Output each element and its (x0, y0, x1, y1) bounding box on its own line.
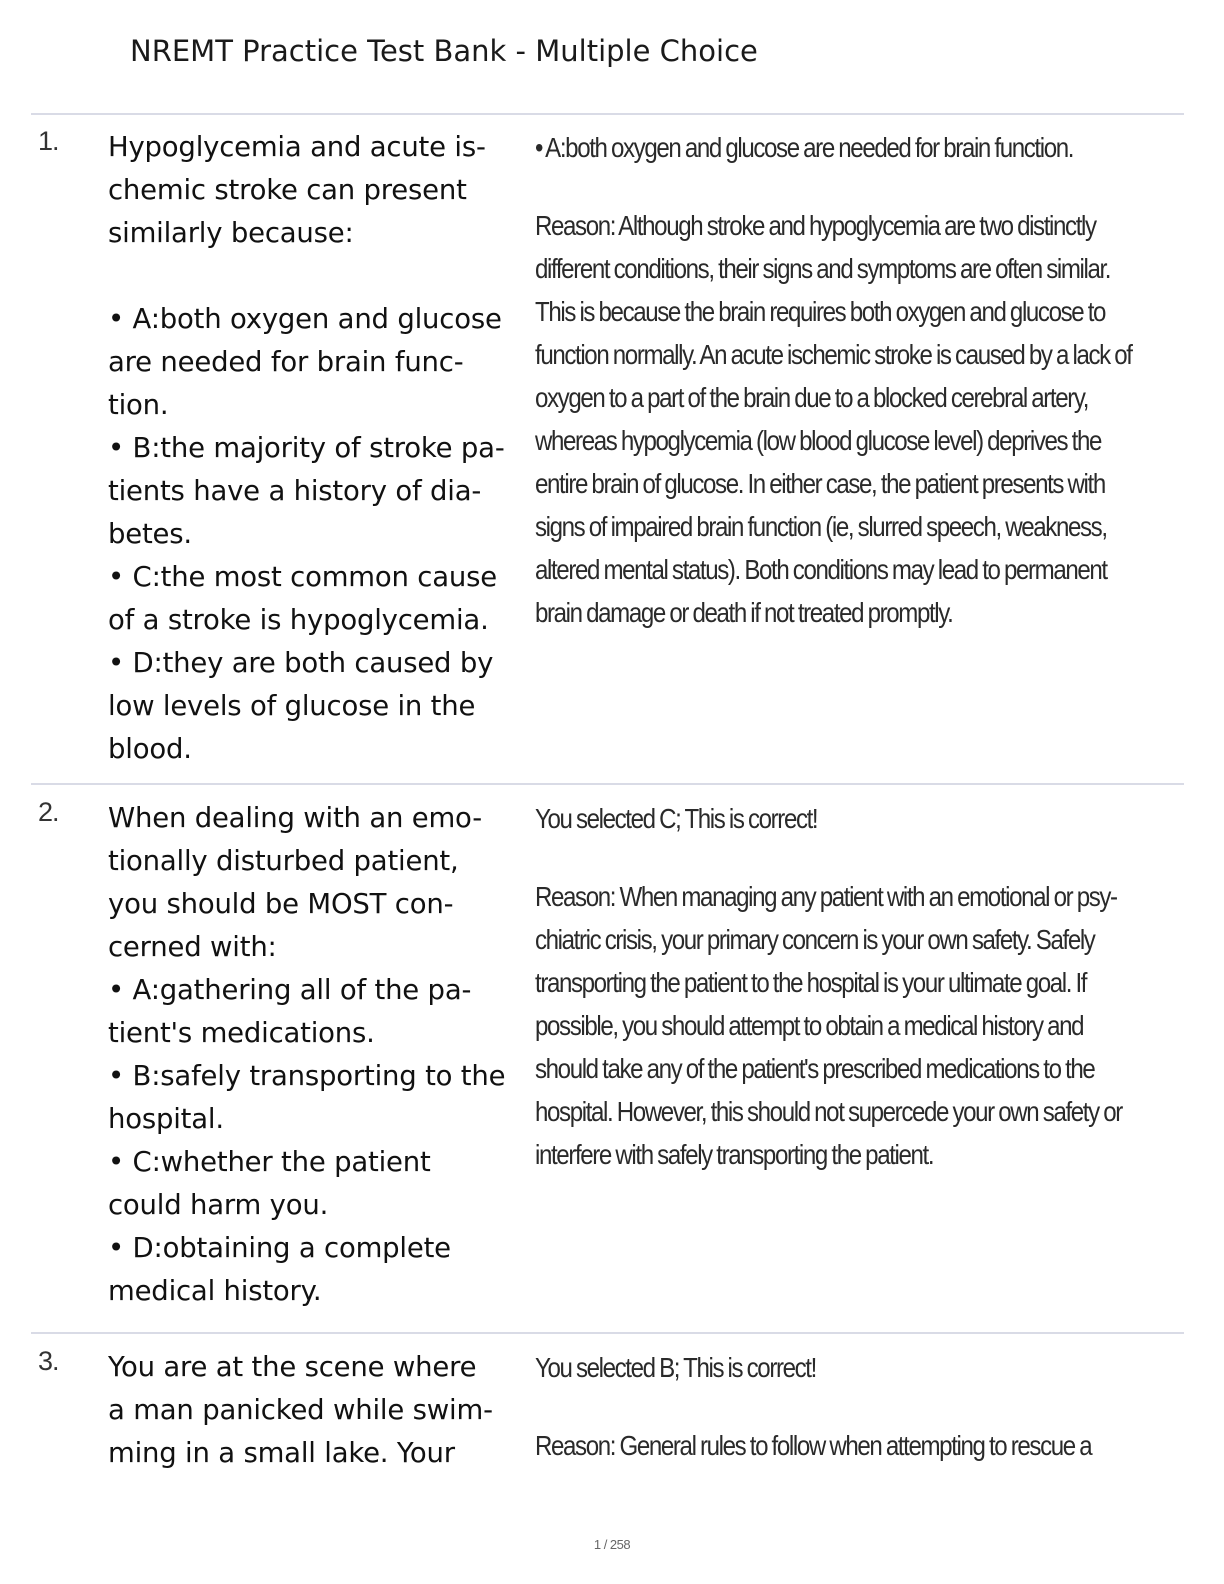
option-c-cont: of a stroke is hypoglycemia. (108, 604, 489, 636)
reason-line: chiatric crisis, your primary concern is your own safety. Safely (535, 924, 1095, 955)
option-b: • B:safely transporting to the (108, 1060, 506, 1092)
reason-line: signs of impaired brain function (ie, slurred speech, weakness, (535, 511, 1107, 542)
answer-line: You selected C; This is correct! (535, 803, 818, 834)
reason-line: brain damage or death if not treated promptly. (535, 597, 953, 628)
option-b-cont: betes. (108, 518, 192, 550)
option-d-cont: blood. (108, 733, 192, 765)
reason-line: altered mental status). Both conditions may lead to permanent (535, 554, 1107, 585)
option-b-cont: hospital. (108, 1103, 224, 1135)
reason-line: entire brain of glucose. In either case, the patient presents with (535, 468, 1105, 499)
option-a-cont: tion. (108, 389, 169, 421)
reason-line: oxygen to a part of the brain due to a blocked cerebral artery, (535, 382, 1089, 413)
reason-line: function normally. An acute ischemic stroke is caused by a lack of (535, 339, 1132, 370)
option-d-cont: medical history. (108, 1275, 322, 1307)
answer-explanation (535, 126, 1132, 634)
answer-line: • A:both oxygen and glucose are needed for brain function. (535, 132, 1074, 163)
option-b-cont: tients have a history of dia- (108, 475, 482, 507)
question-number: 3. (38, 1346, 59, 1376)
stem-line: ming in a small lake. Your (108, 1437, 455, 1469)
option-c: • C:the most common cause (108, 561, 497, 593)
reason-line: hospital. However, this should not supercede your own safety or (535, 1096, 1122, 1127)
question-number: 1. (38, 126, 59, 156)
reason-line: Reason: When managing any patient with an emotional or psy- (535, 881, 1117, 912)
reason-line: possible, you should attempt to obtain a medical history and (535, 1010, 1084, 1041)
question-number: 2. (38, 797, 59, 827)
answer-explanation (535, 797, 1122, 1176)
reason-line: transporting the patient to the hospital is your ultimate goal. If (535, 967, 1087, 998)
option-d: • D:obtaining a complete (108, 1232, 451, 1264)
question-stem (108, 1346, 528, 1475)
reason-line: whereas hypoglycemia (low blood glucose level) deprives the (535, 425, 1101, 456)
answer-explanation (535, 1346, 1092, 1467)
reason-line: This is because the brain requires both oxygen and glucose to (535, 296, 1106, 327)
divider (31, 113, 1184, 115)
page-indicator: 1 / 258 (593, 1537, 631, 1552)
question-stem (108, 126, 528, 771)
stem-line: When dealing with an emo- (108, 802, 482, 834)
reason-line: Reason: General rules to follow when attempting to rescue a (535, 1430, 1092, 1461)
stem-line: a man panicked while swim- (108, 1394, 493, 1426)
option-a-cont: are needed for brain func- (108, 346, 464, 378)
stem-line: similarly because: (108, 217, 354, 249)
reason-line: Reason: Although stroke and hypoglycemia are two distinctly (535, 210, 1096, 241)
divider (31, 783, 1184, 785)
option-d: • D:they are both caused by (108, 647, 494, 679)
option-a-cont: tient's medications. (108, 1017, 375, 1049)
stem-line: chemic stroke can present (108, 174, 467, 206)
stem-line: you should be MOST con- (108, 888, 454, 920)
page-title: NREMT Practice Test Bank - Multiple Choice (130, 34, 758, 68)
reason-line: interfere with safely transporting the patient. (535, 1139, 934, 1170)
option-c-cont: could harm you. (108, 1189, 329, 1221)
option-a: • A:both oxygen and glucose (108, 303, 502, 335)
divider (31, 1332, 1184, 1334)
stem-line: cerned with: (108, 931, 277, 963)
stem-line: Hypoglycemia and acute is- (108, 131, 486, 163)
option-b: • B:the majority of stroke pa- (108, 432, 505, 464)
option-c: • C:whether the patient (108, 1146, 431, 1178)
reason-line: different conditions, their signs and symptoms are often similar. (535, 253, 1111, 284)
stem-line: tionally disturbed patient, (108, 845, 459, 877)
reason-line: should take any of the patient's prescribed medications to the (535, 1053, 1095, 1084)
answer-line: You selected B; This is correct! (535, 1352, 816, 1383)
option-a: • A:gathering all of the pa- (108, 974, 472, 1006)
question-stem (108, 797, 528, 1313)
option-d-cont: low levels of glucose in the (108, 690, 476, 722)
stem-line: You are at the scene where (108, 1351, 477, 1383)
